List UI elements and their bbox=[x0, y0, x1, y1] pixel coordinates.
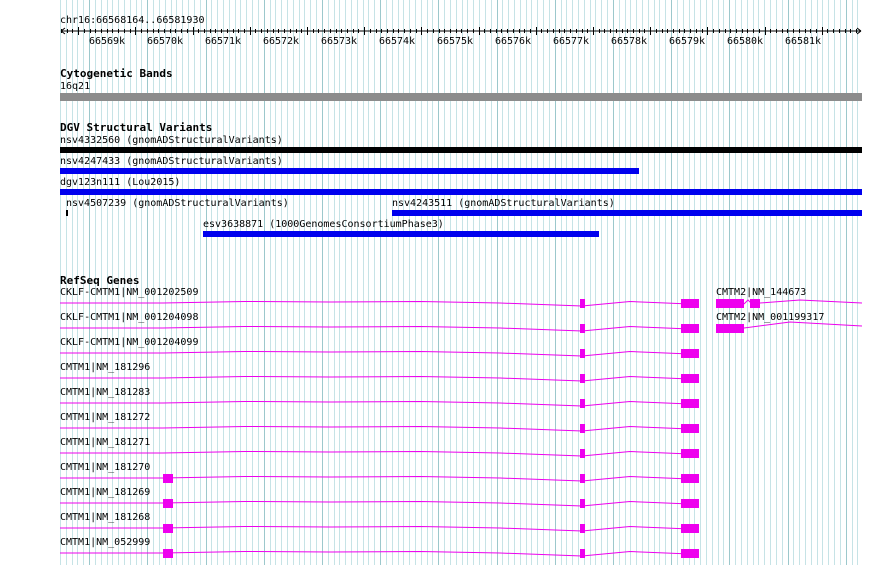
gene-model[interactable] bbox=[716, 299, 862, 308]
track-title-cytoband: Cytogenetic Bands bbox=[60, 67, 173, 80]
gene-model[interactable] bbox=[716, 322, 862, 333]
gene-model[interactable] bbox=[60, 424, 699, 433]
gene-model[interactable] bbox=[60, 324, 699, 333]
locus-label: chr16:66568164..66581930 bbox=[60, 15, 205, 26]
gene-label: CMTM2|NM_001199317 bbox=[716, 312, 825, 323]
ruler-tick-label: 66572k bbox=[262, 36, 300, 47]
gene-model[interactable] bbox=[60, 524, 699, 533]
dgv-variant-label: esv3638871 (1000GenomesConsortiumPhase3) bbox=[203, 219, 444, 230]
dgv-variant-label: nsv4247433 (gnomADStructuralVariants) bbox=[60, 156, 283, 167]
gene-model[interactable] bbox=[60, 449, 699, 458]
gene-label: CMTM1|NM_181269 bbox=[60, 487, 151, 498]
gene-label: CMTM1|NM_181296 bbox=[60, 362, 151, 373]
gene-label: CKLF-CMTM1|NM_001202509 bbox=[60, 287, 199, 298]
gene-label: CMTM1|NM_052999 bbox=[60, 537, 151, 548]
dgv-variant-label: nsv4507239 (gnomADStructuralVariants) bbox=[66, 198, 289, 209]
ruler-tick-label: 66578k bbox=[610, 36, 648, 47]
ruler-tick-label: 66574k bbox=[378, 36, 416, 47]
gene-model[interactable] bbox=[60, 299, 699, 308]
gene-label: CMTM1|NM_181283 bbox=[60, 387, 151, 398]
track-title-refseq: RefSeq Genes bbox=[60, 274, 140, 287]
ruler-tick-label: 66573k bbox=[320, 36, 358, 47]
dgv-variant-label: dgv123n111 (Lou2015) bbox=[60, 177, 181, 188]
ruler-tick-label: 66570k bbox=[146, 36, 184, 47]
gene-model[interactable] bbox=[60, 349, 699, 358]
ruler-tick-label: 66580k bbox=[726, 36, 764, 47]
gene-model[interactable] bbox=[60, 549, 699, 558]
ruler-tick-label: 66576k bbox=[494, 36, 532, 47]
gene-model[interactable] bbox=[60, 399, 699, 408]
gene-label: CKLF-CMTM1|NM_001204098 bbox=[60, 312, 199, 323]
gene-label: CKLF-CMTM1|NM_001204099 bbox=[60, 337, 199, 348]
ruler-tick-label: 66571k bbox=[204, 36, 242, 47]
gene-model[interactable] bbox=[60, 474, 699, 483]
ruler-tick-label: 66577k bbox=[552, 36, 590, 47]
ruler-tick-label: 66569k bbox=[88, 36, 126, 47]
dgv-variant-label: nsv4332560 (gnomADStructuralVariants) bbox=[60, 135, 283, 146]
gene-model[interactable] bbox=[60, 374, 699, 383]
gene-label: CMTM1|NM_181270 bbox=[60, 462, 151, 473]
ruler-tick-label: 66581k bbox=[784, 36, 822, 47]
gene-model[interactable] bbox=[60, 499, 699, 508]
ruler-tick-label: 66579k bbox=[668, 36, 706, 47]
gene-label: CMTM1|NM_181268 bbox=[60, 512, 151, 523]
track-title-dgv: DGV Structural Variants bbox=[60, 121, 213, 134]
ruler-tick-label: 66575k bbox=[436, 36, 474, 47]
dgv-variant-label: nsv4243511 (gnomADStructuralVariants) bbox=[392, 198, 615, 209]
gene-label: CMTM2|NM_144673 bbox=[716, 287, 807, 298]
gene-label: CMTM1|NM_181272 bbox=[60, 412, 151, 423]
cytoband-label: 16q21 bbox=[60, 81, 91, 92]
gene-label: CMTM1|NM_181271 bbox=[60, 437, 151, 448]
